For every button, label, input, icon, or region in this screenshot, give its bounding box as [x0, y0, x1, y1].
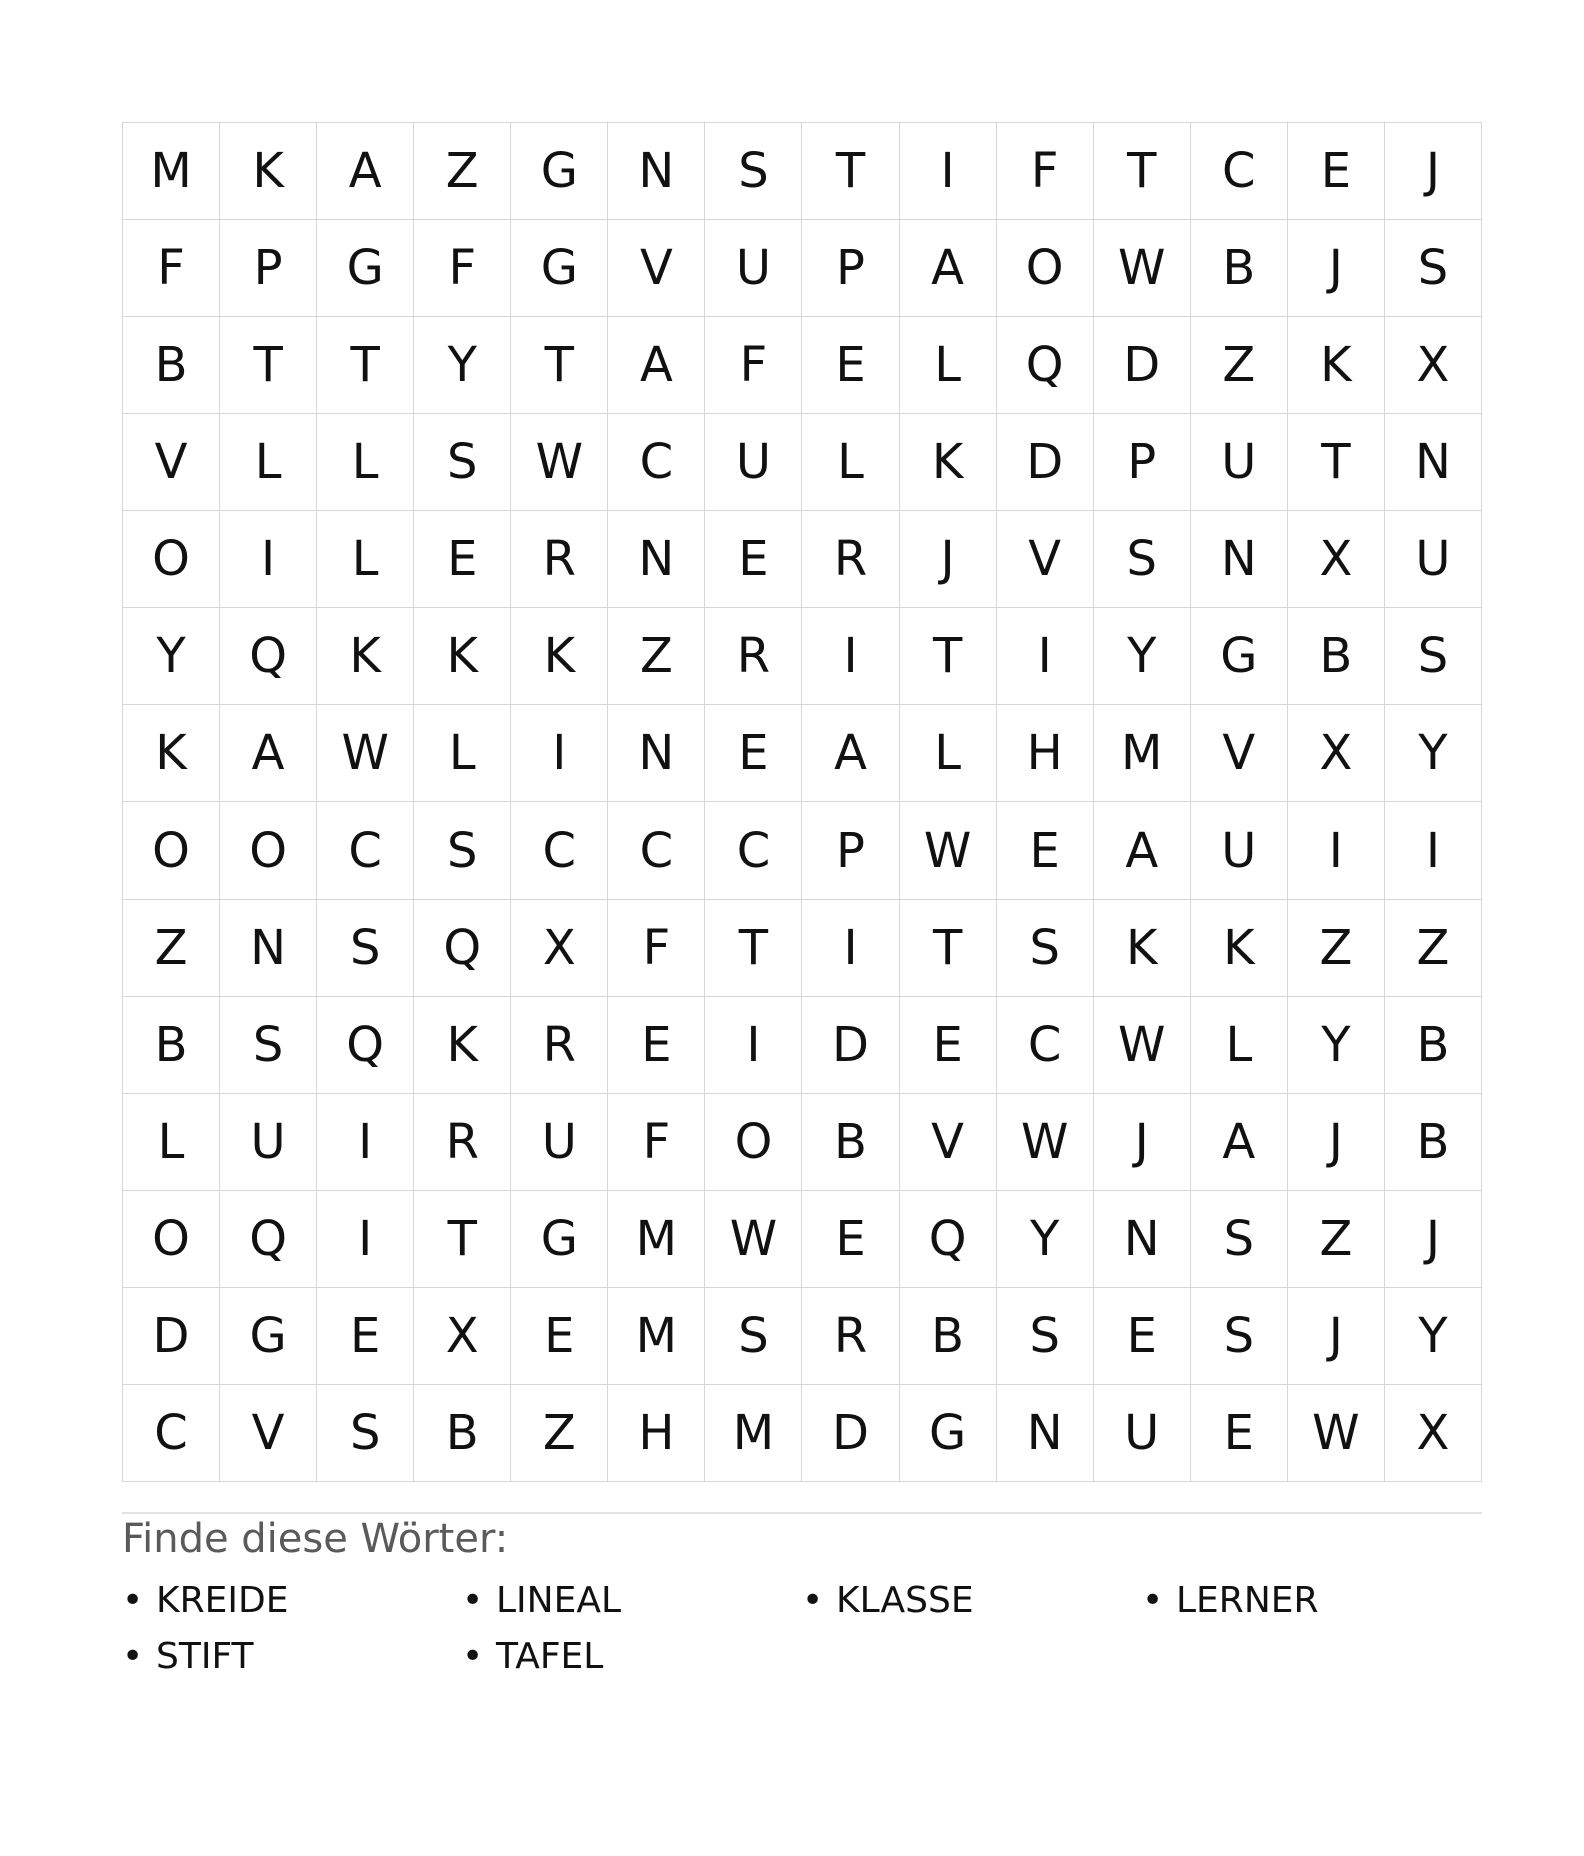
- grid-cell[interactable]: K: [220, 123, 317, 220]
- grid-cell[interactable]: X: [1385, 1385, 1482, 1482]
- grid-cell[interactable]: K: [1288, 317, 1385, 414]
- word-label: TAFEL: [496, 1635, 604, 1677]
- grid-cell[interactable]: W: [1094, 997, 1191, 1094]
- grid-cell[interactable]: G: [1191, 608, 1288, 705]
- grid-cell[interactable]: B: [1191, 220, 1288, 317]
- grid-cell[interactable]: Y: [997, 1191, 1094, 1288]
- grid-cell[interactable]: K: [1094, 900, 1191, 997]
- grid-cell[interactable]: D: [123, 1288, 220, 1385]
- grid-cell[interactable]: T: [317, 317, 414, 414]
- grid-cell[interactable]: A: [220, 705, 317, 802]
- grid-cell[interactable]: L: [317, 511, 414, 608]
- grid-cell[interactable]: N: [1094, 1191, 1191, 1288]
- word-list: [122, 1572, 1482, 1684]
- grid-cell[interactable]: E: [802, 317, 899, 414]
- grid-cell[interactable]: U: [705, 220, 802, 317]
- grid-cell[interactable]: P: [802, 802, 899, 899]
- grid-cell[interactable]: X: [511, 900, 608, 997]
- grid-cell[interactable]: A: [1094, 802, 1191, 899]
- grid-cell[interactable]: O: [123, 511, 220, 608]
- grid-cell[interactable]: P: [1094, 414, 1191, 511]
- grid-cell[interactable]: T: [511, 317, 608, 414]
- grid-cell[interactable]: V: [1191, 705, 1288, 802]
- grid-cell[interactable]: J: [1288, 1094, 1385, 1191]
- grid-cell[interactable]: V: [608, 220, 705, 317]
- grid-cell[interactable]: E: [414, 511, 511, 608]
- grid-cell[interactable]: J: [1288, 1288, 1385, 1385]
- grid-cell[interactable]: X: [1288, 511, 1385, 608]
- word-list-item: [122, 1572, 462, 1628]
- grid-cell[interactable]: E: [705, 511, 802, 608]
- grid-cell[interactable]: G: [511, 1191, 608, 1288]
- grid-cell[interactable]: N: [220, 900, 317, 997]
- grid-cell[interactable]: F: [608, 1094, 705, 1191]
- grid-cell[interactable]: K: [900, 414, 997, 511]
- grid-cell[interactable]: C: [511, 802, 608, 899]
- grid-cell[interactable]: S: [220, 997, 317, 1094]
- word-label: KREIDE: [156, 1579, 289, 1621]
- grid-cell[interactable]: F: [123, 220, 220, 317]
- grid-cell[interactable]: J: [1288, 220, 1385, 317]
- grid-cell[interactable]: J: [1094, 1094, 1191, 1191]
- grid-cell[interactable]: J: [1385, 1191, 1482, 1288]
- grid-cell[interactable]: X: [1288, 705, 1385, 802]
- grid-cell[interactable]: I: [511, 705, 608, 802]
- grid-cell[interactable]: I: [317, 1191, 414, 1288]
- grid-cell[interactable]: I: [802, 900, 899, 997]
- grid-cell[interactable]: T: [220, 317, 317, 414]
- grid-cell[interactable]: L: [414, 705, 511, 802]
- word-label: KLASSE: [836, 1579, 974, 1621]
- grid-cell[interactable]: O: [123, 802, 220, 899]
- grid-cell[interactable]: F: [997, 123, 1094, 220]
- grid-cell[interactable]: T: [1094, 123, 1191, 220]
- grid-cell[interactable]: P: [802, 220, 899, 317]
- grid-cell[interactable]: W: [1094, 220, 1191, 317]
- grid-cell[interactable]: K: [414, 608, 511, 705]
- grid-cell[interactable]: B: [1385, 997, 1482, 1094]
- grid-cell[interactable]: N: [997, 1385, 1094, 1482]
- grid-cell[interactable]: A: [1191, 1094, 1288, 1191]
- grid-cell[interactable]: L: [317, 414, 414, 511]
- word-label: LINEAL: [496, 1579, 622, 1621]
- grid-cell[interactable]: B: [802, 1094, 899, 1191]
- grid-cell[interactable]: S: [1191, 1191, 1288, 1288]
- grid-cell[interactable]: J: [900, 511, 997, 608]
- bullet-icon: •: [122, 1579, 144, 1621]
- grid-cell[interactable]: O: [220, 802, 317, 899]
- grid-cell[interactable]: U: [1385, 511, 1482, 608]
- word-label: STIFT: [156, 1635, 254, 1677]
- grid-cell[interactable]: S: [1385, 608, 1482, 705]
- grid-cell[interactable]: N: [608, 705, 705, 802]
- word-label: LERNER: [1176, 1579, 1319, 1621]
- word-list-item: [1142, 1572, 1482, 1628]
- grid-cell[interactable]: Z: [1288, 1191, 1385, 1288]
- grid-cell[interactable]: N: [608, 123, 705, 220]
- grid-cell[interactable]: S: [317, 900, 414, 997]
- grid-cell[interactable]: T: [1288, 414, 1385, 511]
- grid-cell[interactable]: N: [608, 511, 705, 608]
- grid-cell[interactable]: W: [997, 1094, 1094, 1191]
- grid-cell[interactable]: C: [1191, 123, 1288, 220]
- grid-cell[interactable]: S: [997, 900, 1094, 997]
- grid-cell[interactable]: H: [997, 705, 1094, 802]
- grid-cell[interactable]: Y: [1288, 997, 1385, 1094]
- grid-cell[interactable]: A: [802, 705, 899, 802]
- grid-cell[interactable]: Q: [220, 1191, 317, 1288]
- grid-cell[interactable]: G: [317, 220, 414, 317]
- grid-cell[interactable]: R: [414, 1094, 511, 1191]
- grid-cell[interactable]: Z: [1385, 900, 1482, 997]
- grid-cell[interactable]: I: [900, 123, 997, 220]
- bullet-icon: •: [1142, 1579, 1164, 1621]
- grid-cell[interactable]: Y: [1094, 608, 1191, 705]
- grid-cell[interactable]: T: [900, 900, 997, 997]
- grid-cell[interactable]: W: [705, 1191, 802, 1288]
- grid-cell[interactable]: B: [1288, 608, 1385, 705]
- grid-cell[interactable]: C: [997, 997, 1094, 1094]
- grid-cell[interactable]: B: [900, 1288, 997, 1385]
- grid-cell[interactable]: W: [511, 414, 608, 511]
- grid-cell[interactable]: Z: [414, 123, 511, 220]
- bullet-icon: •: [122, 1635, 144, 1677]
- grid-cell[interactable]: V: [997, 511, 1094, 608]
- grid-cell[interactable]: Q: [317, 997, 414, 1094]
- grid-cell[interactable]: I: [220, 511, 317, 608]
- grid-cell[interactable]: B: [123, 317, 220, 414]
- grid-cell[interactable]: R: [511, 511, 608, 608]
- grid-cell[interactable]: I: [1385, 802, 1482, 899]
- grid-cell[interactable]: V: [220, 1385, 317, 1482]
- grid-cell[interactable]: V: [123, 414, 220, 511]
- grid-cell[interactable]: D: [1094, 317, 1191, 414]
- grid-cell[interactable]: M: [608, 1288, 705, 1385]
- grid-cell[interactable]: O: [123, 1191, 220, 1288]
- grid-cell[interactable]: Z: [123, 900, 220, 997]
- grid-cell[interactable]: C: [317, 802, 414, 899]
- grid-cell[interactable]: Y: [414, 317, 511, 414]
- word-list-item: [122, 1628, 462, 1684]
- grid-cell[interactable]: Q: [414, 900, 511, 997]
- grid-cell[interactable]: E: [802, 1191, 899, 1288]
- bullet-icon: •: [462, 1635, 484, 1677]
- grid-cell[interactable]: W: [900, 802, 997, 899]
- grid-cell[interactable]: B: [1385, 1094, 1482, 1191]
- grid-cell[interactable]: G: [220, 1288, 317, 1385]
- grid-cell[interactable]: F: [705, 317, 802, 414]
- grid-cell[interactable]: I: [1288, 802, 1385, 899]
- grid-cell[interactable]: S: [1385, 220, 1482, 317]
- grid-cell[interactable]: T: [802, 123, 899, 220]
- grid-cell[interactable]: E: [705, 705, 802, 802]
- grid-cell[interactable]: K: [414, 997, 511, 1094]
- grid-cell[interactable]: S: [1094, 511, 1191, 608]
- grid-cell[interactable]: L: [900, 705, 997, 802]
- grid-cell[interactable]: O: [997, 220, 1094, 317]
- grid-cell[interactable]: B: [414, 1385, 511, 1482]
- grid-cell[interactable]: S: [705, 1288, 802, 1385]
- grid-cell[interactable]: M: [705, 1385, 802, 1482]
- grid-cell[interactable]: E: [900, 997, 997, 1094]
- grid-cell[interactable]: M: [608, 1191, 705, 1288]
- grid-cell[interactable]: S: [414, 802, 511, 899]
- grid-cell[interactable]: Y: [1385, 1288, 1482, 1385]
- grid-cell[interactable]: C: [123, 1385, 220, 1482]
- grid-cell[interactable]: D: [802, 997, 899, 1094]
- grid-cell[interactable]: T: [900, 608, 997, 705]
- grid-cell[interactable]: E: [317, 1288, 414, 1385]
- grid-cell[interactable]: D: [802, 1385, 899, 1482]
- grid-cell[interactable]: X: [414, 1288, 511, 1385]
- grid-cell[interactable]: C: [608, 414, 705, 511]
- grid-cell[interactable]: T: [705, 900, 802, 997]
- grid-cell[interactable]: K: [123, 705, 220, 802]
- grid-cell[interactable]: I: [317, 1094, 414, 1191]
- grid-cell[interactable]: A: [900, 220, 997, 317]
- grid-cell[interactable]: Z: [1191, 317, 1288, 414]
- grid-cell[interactable]: G: [900, 1385, 997, 1482]
- grid-cell[interactable]: I: [705, 997, 802, 1094]
- grid-cell[interactable]: I: [997, 608, 1094, 705]
- grid-cell[interactable]: M: [1094, 705, 1191, 802]
- grid-cell[interactable]: E: [997, 802, 1094, 899]
- grid-cell[interactable]: O: [705, 1094, 802, 1191]
- grid-cell[interactable]: R: [511, 997, 608, 1094]
- grid-cell[interactable]: S: [705, 123, 802, 220]
- grid-cell[interactable]: U: [1191, 802, 1288, 899]
- grid-cell[interactable]: T: [414, 1191, 511, 1288]
- grid-cell[interactable]: N: [1385, 414, 1482, 511]
- grid-cell[interactable]: M: [123, 123, 220, 220]
- grid-cell[interactable]: L: [123, 1094, 220, 1191]
- grid-cell[interactable]: U: [511, 1094, 608, 1191]
- grid-cell[interactable]: Z: [608, 608, 705, 705]
- grid-cell[interactable]: C: [705, 802, 802, 899]
- grid-cell[interactable]: S: [1191, 1288, 1288, 1385]
- grid-cell[interactable]: U: [705, 414, 802, 511]
- grid-cell[interactable]: E: [1288, 123, 1385, 220]
- grid-cell[interactable]: E: [608, 997, 705, 1094]
- grid-cell[interactable]: R: [802, 1288, 899, 1385]
- grid-cell[interactable]: I: [802, 608, 899, 705]
- grid-cell[interactable]: L: [220, 414, 317, 511]
- bullet-icon: •: [462, 1579, 484, 1621]
- grid-cell[interactable]: E: [511, 1288, 608, 1385]
- grid-cell[interactable]: Z: [1288, 900, 1385, 997]
- grid-cell[interactable]: L: [802, 414, 899, 511]
- grid-cell[interactable]: V: [900, 1094, 997, 1191]
- grid-cell[interactable]: W: [317, 705, 414, 802]
- grid-cell[interactable]: U: [1191, 414, 1288, 511]
- grid-cell[interactable]: R: [802, 511, 899, 608]
- grid-cell[interactable]: C: [608, 802, 705, 899]
- grid-cell[interactable]: F: [608, 900, 705, 997]
- grid-cell[interactable]: Z: [511, 1385, 608, 1482]
- grid-cell[interactable]: S: [317, 1385, 414, 1482]
- grid-cell[interactable]: A: [317, 123, 414, 220]
- grid-cell[interactable]: A: [608, 317, 705, 414]
- grid-cell[interactable]: K: [317, 608, 414, 705]
- grid-cell[interactable]: R: [705, 608, 802, 705]
- grid-cell[interactable]: U: [220, 1094, 317, 1191]
- grid-cell[interactable]: S: [997, 1288, 1094, 1385]
- grid-cell[interactable]: K: [1191, 900, 1288, 997]
- grid-cell[interactable]: L: [900, 317, 997, 414]
- grid-cell[interactable]: H: [608, 1385, 705, 1482]
- grid-cell[interactable]: G: [511, 220, 608, 317]
- grid-cell[interactable]: N: [1191, 511, 1288, 608]
- grid-cell[interactable]: L: [1191, 997, 1288, 1094]
- word-list-title: Finde diese Wörter:: [122, 1516, 509, 1562]
- grid-cell[interactable]: Q: [900, 1191, 997, 1288]
- grid-cell[interactable]: Y: [123, 608, 220, 705]
- grid-cell[interactable]: K: [511, 608, 608, 705]
- grid-cell[interactable]: Q: [997, 317, 1094, 414]
- grid-cell[interactable]: Q: [220, 608, 317, 705]
- bullet-icon: •: [802, 1579, 824, 1621]
- word-list-item: [462, 1572, 802, 1628]
- grid-cell[interactable]: X: [1385, 317, 1482, 414]
- grid-cell[interactable]: G: [511, 123, 608, 220]
- grid-cell[interactable]: U: [1094, 1385, 1191, 1482]
- grid-cell[interactable]: P: [220, 220, 317, 317]
- letter-grid: [122, 122, 1482, 1482]
- word-list-item: [462, 1628, 802, 1684]
- grid-cell[interactable]: F: [414, 220, 511, 317]
- grid-cell[interactable]: E: [1094, 1288, 1191, 1385]
- grid-cell[interactable]: D: [997, 414, 1094, 511]
- grid-cell[interactable]: W: [1288, 1385, 1385, 1482]
- grid-cell[interactable]: Y: [1385, 705, 1482, 802]
- grid-cell[interactable]: E: [1191, 1385, 1288, 1482]
- grid-cell[interactable]: B: [123, 997, 220, 1094]
- grid-cell[interactable]: S: [414, 414, 511, 511]
- grid-cell[interactable]: J: [1385, 123, 1482, 220]
- word-list-item: [802, 1572, 1142, 1628]
